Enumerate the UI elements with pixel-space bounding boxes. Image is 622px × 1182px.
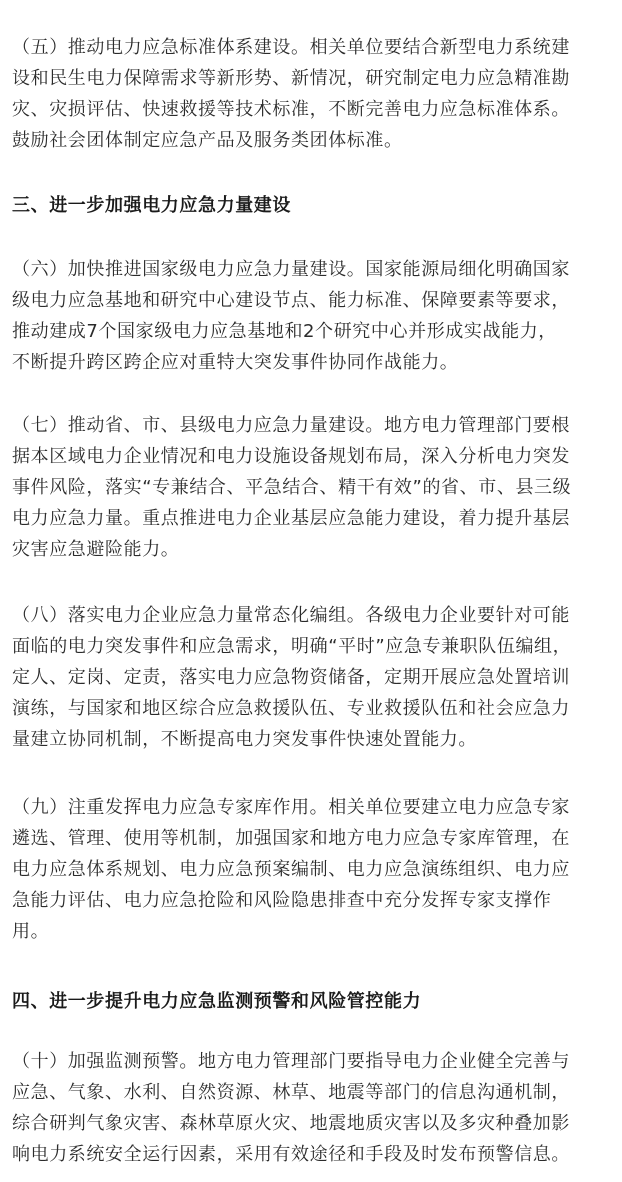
text-line: 量建立协同机制，不断提高电力突发事件快速处置能力。 [12,729,477,750]
text-line: 电力应急体系规划、电力应急预案编制、电力应急演练组织、电力应 [12,859,570,880]
text-line: 级电力应急基地和研究中心建设节点、能力标准、保障要素等要求， [12,290,570,311]
text-line: 不断提升跨区跨企应对重特大突发事件协同作战能力。 [12,352,459,373]
text-line: 推动建成7个国家级电力应急基地和2个研究中心并形成实战能力， [12,321,557,342]
paragraph-7 [12,410,612,565]
text-line: 演练，与国家和地区综合应急救援队伍、专业救援队伍和社会应急力 [12,698,570,719]
paragraph-10 [12,1046,612,1170]
text-line: 响电力系统安全运行因素，采用有效途径和手段及时发布预警信息。 [12,1144,570,1165]
text-line: 灾害应急避险能力。 [12,539,180,560]
text-line: （八）落实电力企业应急力量常态化编组。各级电力企业要针对可能 [12,605,570,626]
text-line: 电力应急力量。重点推进电力企业基层应急能力建设，着力提升基层 [12,508,570,529]
text-line: 鼓励社会团体制定应急产品及服务类团体标准。 [12,130,403,151]
text-line: 事件风险，落实“专兼结合、平急结合、精干有效”的省、市、县三级 [12,477,572,498]
paragraph-6 [12,254,612,378]
text-line: 定人、定岗、定责，落实电力应急物资储备，定期开展应急处置培训 [12,667,570,688]
text-line: （六）加快推进国家级电力应急力量建设。国家能源局细化明确国家 [12,259,570,280]
section-heading-4: 四、进一步提升电力应急监测预警和风险管控能力 [12,991,422,1012]
text-line: 用。 [12,921,50,942]
text-line: 急能力评估、电力应急抢险和风险隐患排查中充分发挥专家支撑作 [12,890,552,911]
text-line: 面临的电力突发事件和应急需求，明确“平时”应急专兼职队伍编组， [12,636,572,657]
text-line: 综合研判气象灾害、森林草原火灾、地震地质灾害以及多灾种叠加影 [12,1113,570,1134]
text-line: 遴选、管理、使用等机制，加强国家和地方电力应急专家库管理，在 [12,828,570,849]
text-line: 应急、气象、水利、自然资源、林草、地震等部门的信息沟通机制， [12,1082,570,1103]
text-line: （七）推动省、市、县级电力应急力量建设。地方电力管理部门要根 [12,415,570,436]
text-line: （九）注重发挥电力应急专家库作用。相关单位要建立电力应急专家 [12,797,570,818]
section-heading-3: 三、进一步加强电力应急力量建设 [12,195,291,216]
text-line: 设和民生电力保障需求等新形势、新情况，研究制定电力应急精准勘 [12,68,570,89]
text-line: （五）推动电力应急标准体系建设。相关单位要结合新型电力系统建 [12,37,570,58]
paragraph-9 [12,792,612,947]
text-line: 灾、灾损评估、快速救援等技术标准，不断完善电力应急标准体系。 [12,99,570,120]
paragraph-8 [12,600,612,755]
text-line: （十）加强监测预警。地方电力管理部门要指导电力企业健全完善与 [12,1051,570,1072]
text-line: 据本区域电力企业情况和电力设施设备规划布局，深入分析电力突发 [12,446,570,467]
paragraph-5 [12,32,612,156]
